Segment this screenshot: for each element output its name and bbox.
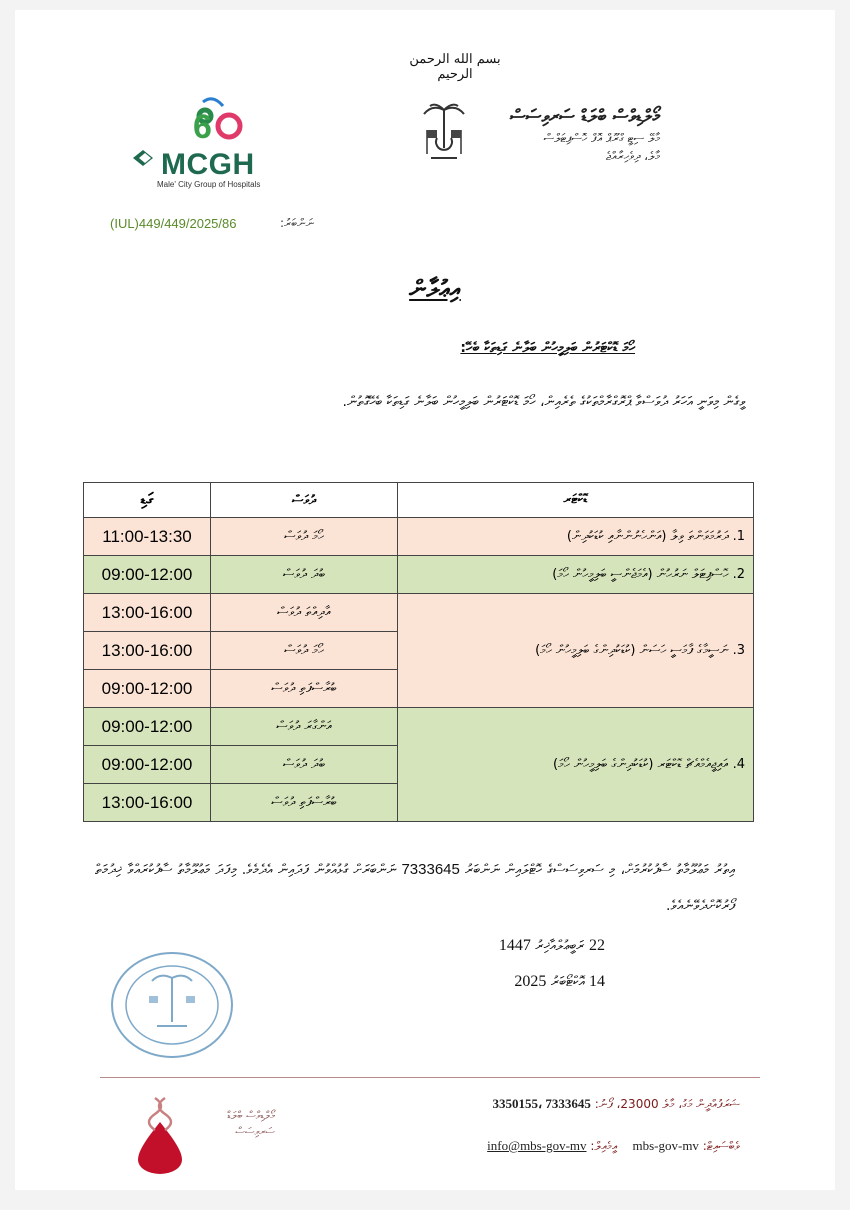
greg-month: އޮކްޓޯބަރު [550,974,585,990]
grade-cell: 1. ދަރުމަވަންތަ ވިލާ (އަންހެނުންނާއި ކުޑަކުދިން) [398,518,754,556]
time-cell: 13:00-16:00 [84,784,211,822]
greg-year: 2025 [514,973,547,990]
footer-website-link[interactable]: mbs-gov-mv [632,1138,699,1153]
reference-number: (IUL)449/449/2025/86 [110,216,237,231]
org-name: މޯލްޑިވްސް ބްލަޑް ސަރވިސަސް [509,106,660,127]
time-cell: 09:00-12:00 [84,746,211,784]
time-cell: 13:00-16:00 [84,594,211,632]
mcgh-logo-text: MCGH [161,148,255,181]
session-cell: ބުދަ ދުވަސް [211,746,398,784]
session-cell: ހޯމަ ދުވަސް [211,632,398,670]
session-cell: އަންގާރަ ދުވަސް [211,708,398,746]
reference-label: ނަންބަރު: [280,216,314,230]
footer-address-text: ޝަރަފުއްދީން މަގު، މާލެ 23000، ފޯނު: [594,1097,740,1111]
session-cell: ހޯމަ ދުވަސް [211,518,398,556]
time-cell: 13:00-16:00 [84,632,211,670]
date-block [425,928,605,1000]
schedule-table [83,482,754,822]
header-grade: ޑޮކްޓަރ [398,483,754,518]
org-line-2: މާލޭ ސިޓީ ގްރޫޕް އޮފް ހޮސްޕިޓަލްސް [543,131,660,145]
subject-line: ހޯމަ ޑޮކްޓަރުން ބަލިމީހުން ބަލާނެ ގަޑިތަކާ ބެހޭ: [460,340,635,356]
closing-paragraph [95,852,735,924]
table-header-row [84,483,754,518]
session-cell: ބުރާސްފަތި ދުވަސް [211,670,398,708]
body-paragraph: ވީގެން މިވަނީ އަހަރު ދުވަސްވާ ޕްރޮގްރާމްތަކުގެ ތެރެއިން، ހޯމަ ޑޮކްޓަރުން ބަލިމީހުން ބަލާނެ ގަޑިތަކާ ބެހޭގޮތުން. [342,394,745,410]
hotline-number: 7333645 [401,861,460,878]
org-line-3: މާލެ، ދިވެހިރާއްޖެ [605,149,660,163]
header-time: ގަޑި [84,483,211,518]
session-cell: ބުދަ ދުވަސް [211,556,398,594]
hijri-year: 1447 [498,937,531,954]
time-cell: 09:00-12:00 [84,556,211,594]
table-row [84,556,754,594]
footer-address [492,1096,740,1112]
footer-org-name: މޯލްޑިވްސް ބްލަޑް ސަރވިސަސް [227,1109,275,1138]
organization-header [380,105,660,165]
hijri-day: 22 [589,937,605,954]
hijri-month: ރަބީޢުލްއާޚިރު [535,938,585,954]
table-row [84,708,754,746]
footer-email-link[interactable]: info@mbs-gov-mv [487,1138,587,1153]
footer-contacts [487,1138,740,1154]
grade-cell: 3. ނަސީމާގެ ފާމަސީ ހަސަން (ކުޑަކުދިންގެ ބަލިމީހުން ހޯމަ) [398,594,754,708]
header-session: ދުވަސް [211,483,398,518]
footer-phones: 7333645 ،3350155 [492,1096,591,1111]
footer-web-label: ވެބްސައިޓް: [702,1139,740,1153]
svg-text:6: 6 [193,108,212,146]
grade-cell: 4. އައިޖީއެމްއެޗް ޑޮކްޓަރ (ކުޑަކުދިންގެ ބަލިމީހުން ހޯމަ) [398,708,754,822]
time-cell: 09:00-12:00 [84,670,211,708]
session-cell: ބުރާސްފަތި ދުވަސް [211,784,398,822]
hijri-date [425,928,605,964]
mcgh-logo-subtitle: Male' City Group of Hospitals [157,180,261,189]
footer-email-label: އީމެއިލް: [590,1139,618,1153]
basmala: بسم الله الرحمن الرحيم [409,52,501,82]
official-stamp-icon [107,948,237,1063]
table-row [84,518,754,556]
gregorian-date [425,964,605,1000]
letter-page [15,10,835,1190]
time-cell: 11:00-13:30 [84,518,211,556]
session-cell: އާދިއްތަ ދުވަސް [211,594,398,632]
table-row [84,594,754,632]
grade-cell: 2. ހޮސްޕިޓަލް ނަރުހުން (އެމަޖެންސީ ބަލިމީހުން ހޯމަ) [398,556,754,594]
footer-divider [100,1077,760,1078]
greg-day: 14 [589,973,605,990]
closing-line-1: އިތުރު މަޢުލޫމާތު ސާފުކުރުމަށް، މި ސަރވިސަސްގެ ހޮޓްލައިން ނަންބަރު [465,862,735,878]
closing-line-2: ނަންބަރަށް ގުޅުއްވުން ފަދައިން އެދެމެވެ. މިފަދަ މަޢުލޫމާތު ސާފުކުރައްވާ ޚިދުމަތް ފޯރުކޮށްދެވޭނެއެވެ. [95,862,735,914]
page-title: އިޢުލާން [409,275,461,303]
time-cell: 09:00-12:00 [84,708,211,746]
